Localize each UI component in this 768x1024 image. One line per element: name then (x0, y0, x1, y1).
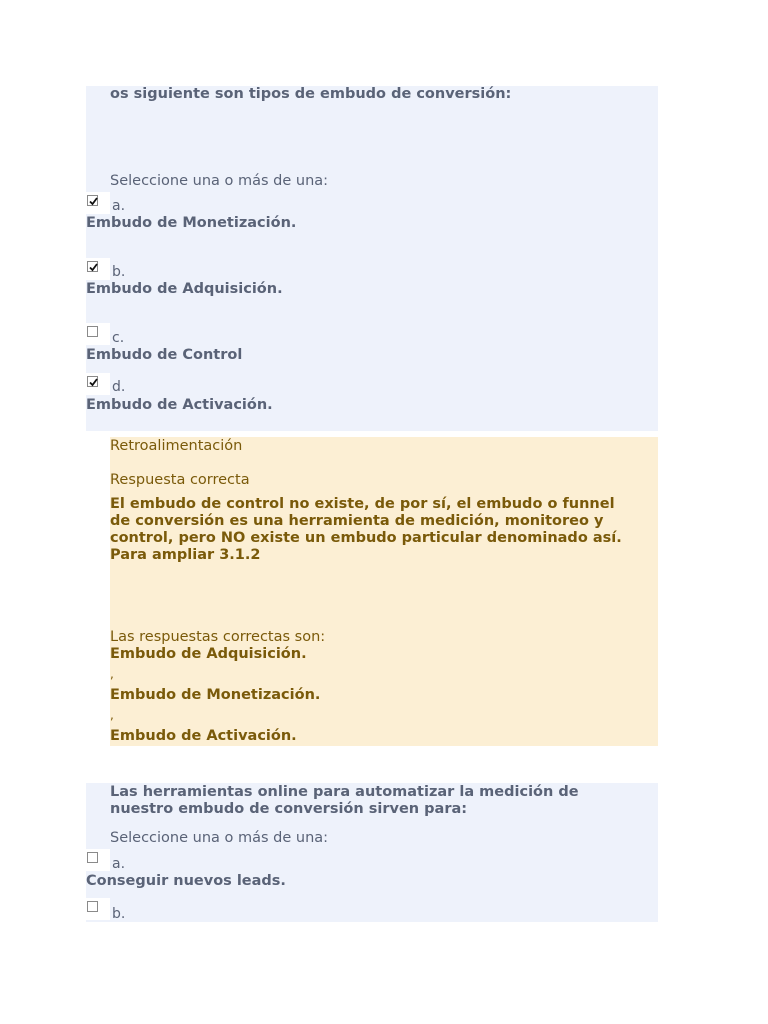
q2-option-b-checkbox[interactable] (87, 901, 98, 912)
correct-answer-3: Embudo de Activación. (110, 728, 297, 744)
answer-separator: , (110, 667, 114, 681)
option-a-checkbox[interactable] (87, 195, 98, 206)
option-b-text: Embudo de Adquisición. (86, 281, 283, 297)
checkmark-icon (88, 377, 99, 388)
question-1-hint: Seleccione una o más de una: (110, 173, 329, 189)
option-c-letter: c. (112, 330, 125, 346)
option-c-text: Embudo de Control (86, 347, 243, 363)
option-b-checkbox[interactable] (87, 261, 98, 272)
feedback-status: Respuesta correcta (110, 472, 250, 488)
correct-answer-2: Embudo de Monetización. (110, 687, 321, 703)
q2-option-a-checkbox[interactable] (87, 852, 98, 863)
feedback-explanation-line-4: Para ampliar 3.1.2 (110, 547, 261, 563)
correct-answers-label: Las respuestas correctas son: (110, 629, 326, 645)
q2-option-b-letter: b. (112, 906, 126, 922)
feedback-explanation-line-1: El embudo de control no existe, de por sí, el embudo o funnel (110, 496, 615, 512)
option-b-letter: b. (112, 264, 126, 280)
feedback-heading: Retroalimentación (110, 438, 243, 454)
correct-answer-1: Embudo de Adquisición. (110, 646, 307, 662)
option-d-checkbox[interactable] (87, 376, 98, 387)
checkmark-icon (88, 262, 99, 273)
question-1-panel-inner (110, 86, 658, 431)
q2-option-a-letter: a. (112, 856, 126, 872)
question-2-hint: Seleccione una o más de una: (110, 830, 329, 846)
q2-option-a-text: Conseguir nuevos leads. (86, 873, 286, 889)
option-c-checkbox[interactable] (87, 326, 98, 337)
option-d-letter: d. (112, 379, 126, 395)
option-d-text: Embudo de Activación. (86, 397, 273, 413)
question-2-title-line-1: Las herramientas online para automatizar la medición de (110, 784, 579, 800)
question-2-title-line-2: nuestro embudo de conversión sirven para: (110, 801, 468, 817)
option-a-letter: a. (112, 198, 126, 214)
feedback-explanation-line-2: de conversión es una herramienta de medición, monitoreo y (110, 513, 604, 529)
answer-separator: , (110, 708, 114, 722)
question-1-title: os siguiente son tipos de embudo de conversión: (110, 86, 512, 102)
checkmark-icon (88, 196, 99, 207)
option-a-text: Embudo de Monetización. (86, 215, 297, 231)
feedback-explanation-line-3: control, pero NO existe un embudo particular denominado así. (110, 530, 622, 546)
